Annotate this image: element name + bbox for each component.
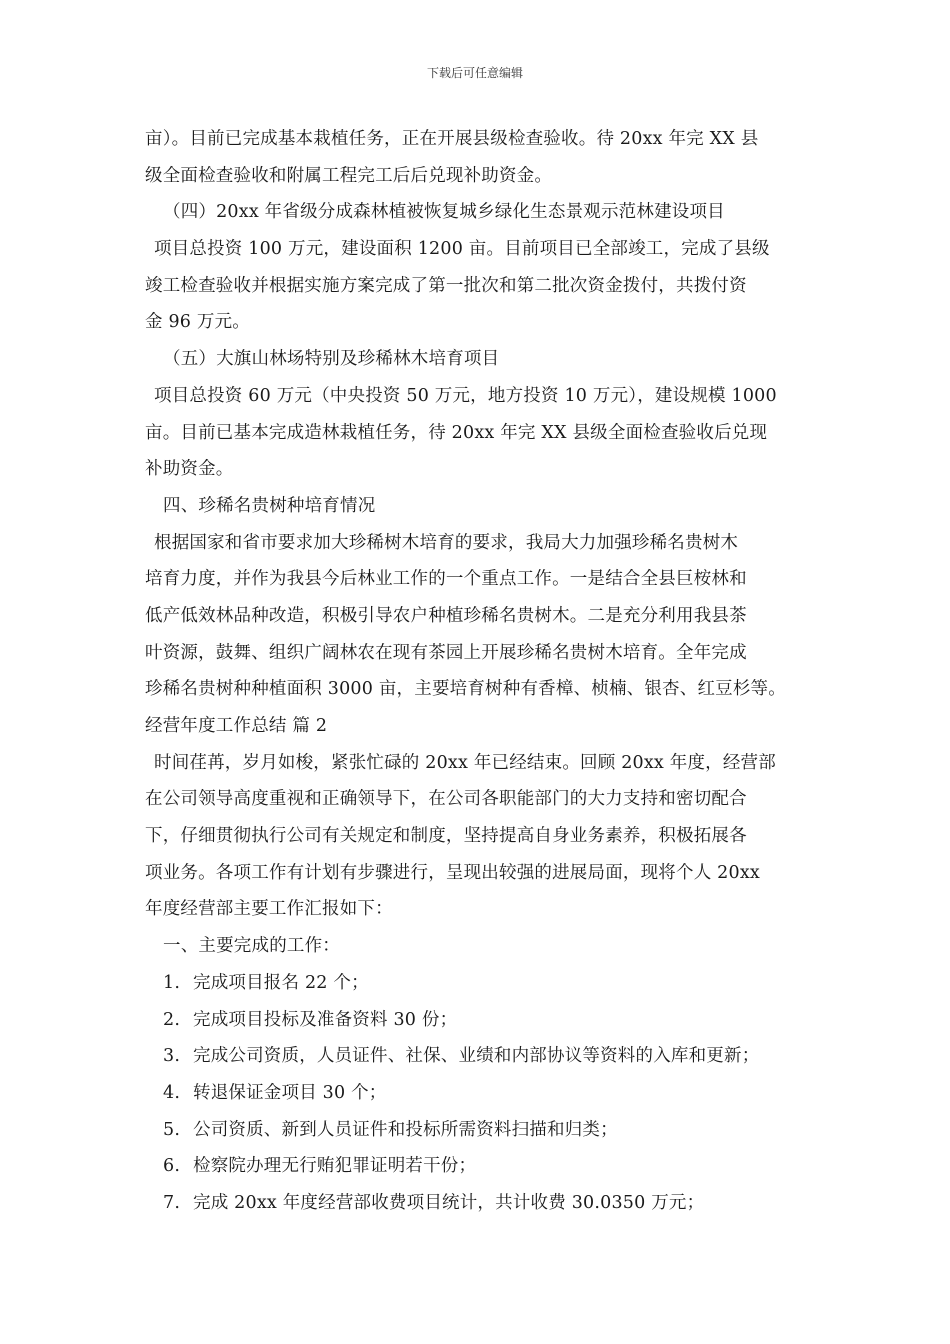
- list-item-number: 5.: [163, 1119, 181, 1140]
- paragraph-line: 补助资金。: [145, 459, 234, 480]
- list-item-number: 1.: [163, 972, 181, 993]
- paragraph-line: 项目总投资 100 万元，建设面积 1200 亩。目前项目已全部竣工，完成了县级: [154, 239, 770, 260]
- list-item-number: 2.: [163, 1009, 181, 1030]
- paragraph-line: 珍稀名贵树种种植面积 3000 亩，主要培育树种有香樟、桢楠、银杏、红豆杉等。: [145, 679, 786, 700]
- paragraph-line: 亩）。目前已完成基本栽植任务，正在开展县级检查验收。待 20xx 年完 XX 县: [145, 129, 759, 149]
- list-item-text: 完成 20xx 年度经营部收费项目统计，共计收费 30.0350 万元；: [193, 1192, 705, 1213]
- list-item-text: 完成项目报名 22 个；: [193, 972, 369, 993]
- list-item: [145, 965, 810, 1002]
- list-item: [145, 1002, 810, 1039]
- list-item-number: 7.: [163, 1192, 181, 1213]
- paragraph-line: 下，仔细贯彻执行公司有关规定和制度，坚持提高自身业务素养，积极拓展各: [145, 826, 747, 847]
- list-item-text: 检察院办理无行贿犯罪证明若干份；: [193, 1156, 477, 1177]
- document-title: 经营年度工作总结 篇 2: [145, 716, 328, 736]
- document-body: [145, 121, 810, 1222]
- paragraph-line: 培育力度，并作为我县今后林业工作的一个重点工作。一是结合全县巨桉林和: [145, 569, 747, 590]
- list-item-number: 4.: [163, 1082, 181, 1103]
- paragraph-line: 在公司领导高度重视和正确领导下，在公司各职能部门的大力支持和密切配合: [145, 789, 747, 810]
- paragraph-line: 低产低效林品种改造，积极引导农户种植珍稀名贵树木。二是充分利用我县茶: [145, 605, 747, 626]
- paragraph-line: 叶资源，鼓舞、组织广阔林农在现有茶园上开展珍稀名贵树木培育。全年完成: [145, 642, 747, 663]
- section-heading: 一、主要完成的工作：: [163, 936, 340, 957]
- paragraph-line: 竣工检查验收并根据实施方案完成了第一批次和第二批次资金拨付，共拨付资: [145, 275, 747, 296]
- list-item: [145, 1038, 810, 1075]
- list-item-text: 完成公司资质，人员证件、社保、业绩和内部协议等资料的入库和更新；: [193, 1046, 760, 1067]
- paragraph-line: 项目总投资 60 万元（中央投资 50 万元，地方投资 10 万元），建设规模 1000: [154, 385, 777, 406]
- section-heading: （四）20xx 年省级分成森林植被恢复城乡绿化生态景观示范林建设项目: [163, 202, 725, 223]
- list-item: [145, 1112, 810, 1149]
- list-item: [145, 1148, 810, 1185]
- paragraph-line: 根据国家和省市要求加大珍稀树木培育的要求，我局大力加强珍稀名贵树木: [154, 532, 739, 553]
- page-header: 下载后可任意编辑: [426, 66, 523, 80]
- list-item-number: 3.: [163, 1046, 181, 1067]
- list-item-text: 完成项目投标及准备资料 30 份；: [193, 1009, 458, 1030]
- list-item-text: 转退保证金项目 30 个；: [193, 1082, 387, 1103]
- paragraph-line: 项业务。各项工作有计划有步骤进行，呈现出较强的进展局面，现将个人 20xx: [145, 862, 760, 883]
- list-item: [145, 1075, 810, 1112]
- paragraph-line: 金 96 万元。: [145, 312, 250, 333]
- section-heading: （五）大旗山林场特别及珍稀林木培育项目: [163, 349, 500, 370]
- list-item-number: 6.: [163, 1156, 181, 1177]
- list-item-text: 公司资质、新到人员证件和投标所需资料扫描和归类；: [193, 1119, 618, 1140]
- paragraph-line: 时间荏苒，岁月如梭，紧张忙碌的 20xx 年已经结束。回顾 20xx 年度，经营部: [154, 752, 776, 773]
- section-heading: 四、珍稀名贵树种培育情况: [163, 495, 376, 516]
- list-item: [145, 1185, 810, 1222]
- paragraph-line: 亩。目前已基本完成造林栽植任务，待 20xx 年完 XX 县级全面检查验收后兑现: [145, 422, 768, 443]
- paragraph-line: 级全面检查验收和附属工程完工后后兑现补助资金。: [145, 165, 553, 186]
- paragraph-line: 年度经营部主要工作汇报如下：: [145, 899, 393, 920]
